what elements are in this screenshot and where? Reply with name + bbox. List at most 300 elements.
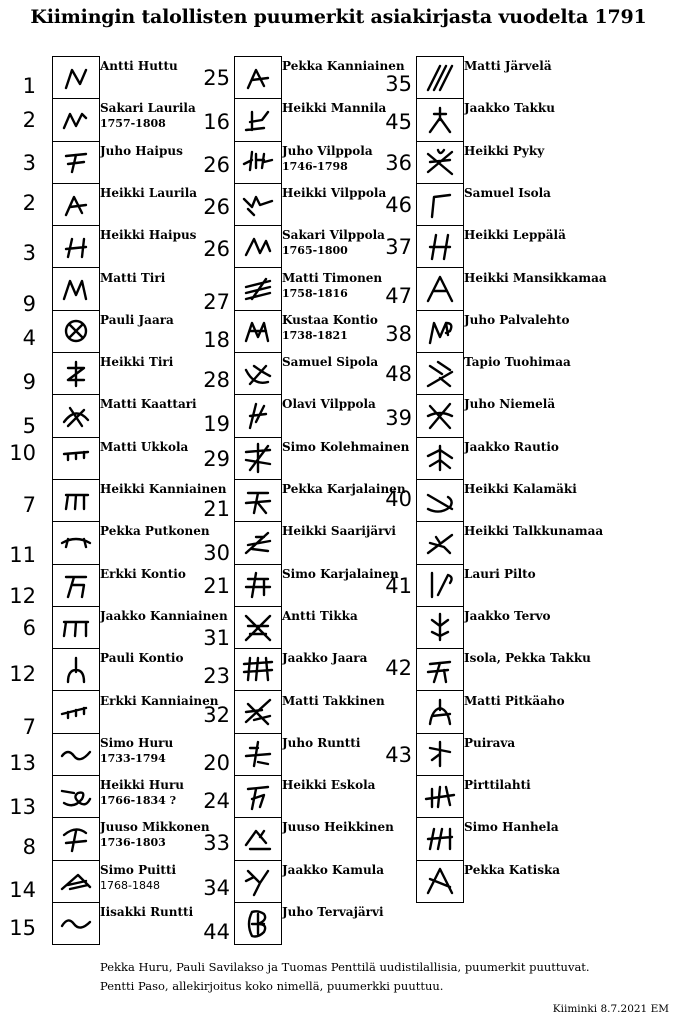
house-mark-icon xyxy=(60,908,92,940)
owner-name xyxy=(464,820,559,835)
row-number: 21 xyxy=(203,573,230,598)
house-mark-icon xyxy=(242,146,274,178)
mark-cell xyxy=(417,142,463,184)
mark-cell xyxy=(235,57,281,99)
owner-name-text: Isola, Pekka Takku xyxy=(464,651,591,666)
mark-cell xyxy=(235,903,281,945)
owner-name xyxy=(464,397,555,412)
owner-name-text: Pekka Putkonen xyxy=(100,524,210,539)
row-number: 13 xyxy=(9,795,36,820)
row-number: 20 xyxy=(203,750,230,775)
mark-column-1 xyxy=(52,56,100,945)
owner-name xyxy=(100,101,196,131)
row-number: 9 xyxy=(22,291,36,316)
house-mark-icon xyxy=(424,485,456,517)
mark-column-3 xyxy=(416,56,464,903)
house-mark-icon xyxy=(60,315,92,347)
owner-name xyxy=(282,355,378,370)
row-number: 31 xyxy=(203,625,230,650)
owner-name-text: Matti Pitkäaho xyxy=(464,693,565,708)
owner-name-text: Olavi Vilppola xyxy=(282,397,376,412)
row-number: 18 xyxy=(203,327,230,352)
owner-name-text: Juho Palvalehto xyxy=(464,312,570,327)
house-mark-icon xyxy=(424,231,456,263)
mark-cell xyxy=(53,818,99,860)
mark-cell xyxy=(53,776,99,818)
house-mark-icon xyxy=(242,908,274,940)
owner-years: 1738-1821 xyxy=(282,328,348,342)
mark-cell xyxy=(53,607,99,649)
house-mark-icon xyxy=(242,400,274,432)
owner-name xyxy=(100,59,178,74)
row-number: 28 xyxy=(203,368,230,393)
owner-years: 1766-1834 ? xyxy=(100,794,177,808)
row-number: 38 xyxy=(385,321,412,346)
mark-cell xyxy=(53,57,99,99)
owner-name xyxy=(464,186,551,201)
owner-name xyxy=(282,905,384,920)
house-mark-icon xyxy=(424,823,456,855)
owner-name xyxy=(100,905,193,920)
owner-name xyxy=(100,651,184,666)
house-mark-icon xyxy=(424,612,456,644)
owner-name xyxy=(100,524,210,539)
mark-cell xyxy=(235,395,281,437)
owner-name xyxy=(282,651,367,666)
row-number: 4 xyxy=(22,325,36,350)
row-number: 46 xyxy=(385,192,412,217)
mark-cell xyxy=(417,522,463,564)
owner-name xyxy=(282,228,385,258)
mark-cell xyxy=(53,438,99,480)
owner-name-text: Jaakko Takku xyxy=(464,101,555,116)
house-mark-icon xyxy=(424,315,456,347)
house-mark-icon xyxy=(60,146,92,178)
owner-name xyxy=(282,736,360,751)
house-mark-icon xyxy=(60,612,92,644)
house-mark-icon xyxy=(424,442,456,474)
row-number: 23 xyxy=(203,664,230,689)
owner-name-text: Samuel Isola xyxy=(464,185,551,200)
house-mark-icon xyxy=(242,358,274,390)
house-mark-icon xyxy=(242,104,274,136)
row-number: 34 xyxy=(203,875,230,900)
row-number: 29 xyxy=(203,446,230,471)
mark-cell xyxy=(417,691,463,733)
owner-name-text: Heikki Mannila xyxy=(282,101,387,116)
mark-cell xyxy=(417,184,463,226)
mark-cell xyxy=(235,142,281,184)
row-number: 36 xyxy=(385,150,412,175)
owner-name xyxy=(100,271,165,286)
owner-name-text: Juho Haipus xyxy=(100,143,183,158)
owner-name-text: Samuel Sipola xyxy=(282,355,379,370)
row-number: 9 xyxy=(22,370,36,395)
row-number: 1 xyxy=(22,74,36,98)
house-mark-icon xyxy=(424,738,456,770)
mark-cell xyxy=(417,776,463,818)
owner-name xyxy=(282,144,373,174)
row-number: 27 xyxy=(203,289,230,314)
house-mark-icon xyxy=(60,189,92,221)
owner-name-text: Heikki Saarijärvi xyxy=(282,524,396,539)
house-mark-icon xyxy=(242,189,274,221)
row-number: 12 xyxy=(9,662,36,687)
owner-name xyxy=(282,694,385,709)
owner-name xyxy=(464,271,607,286)
house-mark-icon xyxy=(242,738,274,770)
house-mark-icon xyxy=(60,358,92,390)
owner-name xyxy=(100,778,184,808)
owner-name-text: Heikki Laurila xyxy=(100,185,198,200)
row-number: 6 xyxy=(22,615,36,640)
owner-name xyxy=(100,313,174,328)
house-mark-icon xyxy=(424,273,456,305)
owner-name xyxy=(464,651,591,666)
mark-cell xyxy=(53,649,99,691)
row-number: 12 xyxy=(9,583,36,608)
row-number: 14 xyxy=(9,877,36,902)
owner-name-text: Heikki Kanniainen xyxy=(100,482,227,496)
owner-name-text: Heikki Talkkunamaa xyxy=(464,524,604,539)
owner-name-text: Antti Huttu xyxy=(100,59,178,73)
mark-cell xyxy=(417,226,463,268)
owner-name xyxy=(464,355,571,370)
owner-name-text: Heikki Leppälä xyxy=(464,228,566,243)
mark-cell xyxy=(417,395,463,437)
mark-cell xyxy=(53,861,99,903)
mark-cell xyxy=(53,522,99,564)
owner-name-text: Heikki Eskola xyxy=(282,778,376,793)
row-number: 43 xyxy=(385,742,412,767)
owner-name-text: Lauri Pilto xyxy=(464,566,536,581)
owner-name-text: Simo Puitti xyxy=(100,862,177,877)
owner-name-text: Matti Ukkola xyxy=(100,439,189,454)
row-number: 39 xyxy=(385,406,412,431)
owner-name-text: Matti Timonen xyxy=(282,270,383,285)
row-number: 21 xyxy=(203,497,230,521)
owner-name-text: Pauli Kontio xyxy=(100,651,184,666)
row-number: 7 xyxy=(22,493,36,517)
owner-name xyxy=(100,863,176,893)
owner-name-text: Sakari Laurila xyxy=(100,101,196,116)
house-mark-icon xyxy=(242,62,274,94)
row-number: 37 xyxy=(385,235,412,260)
owner-name xyxy=(464,778,531,793)
house-mark-icon xyxy=(424,781,456,813)
house-mark-icon xyxy=(242,569,274,601)
mark-cell xyxy=(417,607,463,649)
house-mark-icon xyxy=(424,189,456,221)
owner-name-text: Simo Karjalainen xyxy=(282,566,399,581)
mark-cell xyxy=(417,438,463,480)
house-mark-icon xyxy=(424,527,456,559)
owner-name xyxy=(282,820,394,835)
mark-cell xyxy=(417,268,463,310)
row-number: 42 xyxy=(385,656,412,681)
owner-name-text: Kustaa Kontio xyxy=(282,312,378,327)
mark-cell xyxy=(235,734,281,776)
owner-years: 1765-1800 xyxy=(282,244,348,258)
house-mark-icon xyxy=(60,104,92,136)
owner-name-text: Heikki Kalamäki xyxy=(464,482,577,496)
row-number: 7 xyxy=(22,714,36,739)
mark-cell xyxy=(53,734,99,776)
owner-name xyxy=(464,863,560,878)
house-mark-icon xyxy=(242,315,274,347)
row-number: 26 xyxy=(203,152,230,177)
house-mark-icon xyxy=(424,696,456,728)
house-mark-icon xyxy=(242,485,274,517)
house-mark-icon xyxy=(242,654,274,686)
owner-name xyxy=(100,482,227,497)
owner-name xyxy=(464,482,577,497)
owner-name-text: Matti Kaattari xyxy=(100,397,197,412)
owner-name-text: Juho Tervajärvi xyxy=(282,905,384,919)
owner-name xyxy=(464,524,603,539)
mark-cell xyxy=(235,226,281,268)
mark-cell xyxy=(235,268,281,310)
owner-name xyxy=(100,567,186,582)
mark-cell xyxy=(235,861,281,903)
mark-cell xyxy=(235,818,281,860)
mark-cell xyxy=(235,649,281,691)
owner-name-text: Sakari Vilppola xyxy=(282,228,385,243)
owner-years: 1733-1794 xyxy=(100,751,166,765)
mark-cell xyxy=(53,99,99,141)
mark-cell xyxy=(417,861,463,903)
owner-name xyxy=(100,186,197,201)
owner-name xyxy=(282,524,396,539)
house-mark-icon xyxy=(242,612,274,644)
row-number: 44 xyxy=(203,920,230,944)
owner-years: 1768-1848 xyxy=(100,878,160,892)
owner-name-text: Jaakko Jaara xyxy=(282,651,368,666)
house-mark-icon xyxy=(60,569,92,601)
house-mark-icon xyxy=(60,62,92,94)
house-mark-icon xyxy=(60,654,92,686)
house-mark-icon xyxy=(60,696,92,728)
owner-name xyxy=(282,863,384,878)
mark-cell xyxy=(235,184,281,226)
owner-name xyxy=(282,186,386,201)
owner-name xyxy=(282,101,386,116)
row-number: 8 xyxy=(22,835,36,860)
owner-name-text: Juho Runtti xyxy=(282,735,361,750)
house-mark-icon xyxy=(60,273,92,305)
row-number: 30 xyxy=(203,541,230,566)
owner-name-text: Matti Tiri xyxy=(100,270,166,285)
house-mark-icon xyxy=(424,654,456,686)
house-mark-icon xyxy=(242,231,274,263)
owner-name xyxy=(100,609,228,624)
owner-name xyxy=(464,736,515,751)
owner-name-text: Simo Hanhela xyxy=(464,820,559,835)
owner-name-text: Pekka Kanniainen xyxy=(282,59,405,73)
mark-cell xyxy=(235,607,281,649)
row-number: 25 xyxy=(203,66,230,90)
owner-name xyxy=(282,609,358,624)
owner-name-text: Juho Niemelä xyxy=(464,397,556,412)
row-number: 5 xyxy=(22,414,36,439)
row-number: 3 xyxy=(22,241,36,266)
row-number: 11 xyxy=(9,543,36,568)
owner-name-text: Heikki Mansikkamaa xyxy=(464,270,607,285)
owner-name-text: Iisakki Runtti xyxy=(100,905,194,919)
mark-cell xyxy=(417,734,463,776)
footnote: Pekka Huru, Pauli Savilakso ja Tuomas Penttilä uudistilallisia, puumerkit puuttuvat. xyxy=(100,960,590,974)
owner-name-text: Jaakko Kamula xyxy=(282,862,384,877)
row-number: 45 xyxy=(385,110,412,135)
owner-name xyxy=(464,694,565,709)
owner-name xyxy=(282,271,382,301)
mark-cell xyxy=(417,353,463,395)
house-mark-icon xyxy=(60,485,92,517)
mark-cell xyxy=(53,480,99,522)
mark-cell xyxy=(235,353,281,395)
house-mark-icon xyxy=(424,569,456,601)
signature: Kiiminki 8.7.2021 EM xyxy=(552,1003,669,1015)
footnotes xyxy=(100,958,590,996)
owner-name xyxy=(464,228,566,243)
house-mark-icon xyxy=(60,231,92,263)
house-mark-icon xyxy=(424,104,456,136)
mark-cell xyxy=(417,311,463,353)
owner-name-text: Simo Kolehmainen xyxy=(282,439,410,454)
house-mark-icon xyxy=(424,358,456,390)
owner-name-text: Heikki Huru xyxy=(100,778,185,793)
house-mark-icon xyxy=(424,146,456,178)
house-mark-icon xyxy=(242,527,274,559)
row-number: 32 xyxy=(203,702,230,727)
owner-name xyxy=(100,440,188,455)
owner-name xyxy=(464,609,551,624)
mark-cell xyxy=(235,311,281,353)
row-number: 35 xyxy=(385,72,412,96)
mark-cell xyxy=(53,353,99,395)
owner-name xyxy=(282,778,375,793)
mark-cell xyxy=(417,818,463,860)
mark-column-2 xyxy=(234,56,282,945)
mark-cell xyxy=(235,480,281,522)
house-mark-icon xyxy=(60,781,92,813)
owner-years: 1746-1798 xyxy=(282,159,348,173)
mark-cell xyxy=(53,226,99,268)
owner-name-text: Erkki Kanniainen xyxy=(100,693,219,708)
row-number: 33 xyxy=(203,831,230,856)
owner-name xyxy=(282,440,409,455)
mark-cell xyxy=(235,522,281,564)
row-number: 41 xyxy=(385,573,412,598)
house-mark-icon xyxy=(60,442,92,474)
owner-name-text: Simo Huru xyxy=(100,735,174,750)
house-mark-icon xyxy=(242,273,274,305)
owner-name xyxy=(100,397,197,412)
row-number: 2 xyxy=(22,190,36,215)
mark-cell xyxy=(53,565,99,607)
owner-name-text: Pekka Katiska xyxy=(464,862,561,877)
owner-years: 1758-1816 xyxy=(282,286,348,300)
row-number: 24 xyxy=(203,789,230,814)
footnote: Pentti Paso, allekirjoitus koko nimellä, puumerkki puuttuu. xyxy=(100,979,444,993)
owner-name-text: Jaakko Rautio xyxy=(464,439,559,454)
owner-name xyxy=(464,59,552,74)
owner-years: 1736-1803 xyxy=(100,836,166,850)
mark-cell xyxy=(417,480,463,522)
owner-name-text: Matti Takkinen xyxy=(282,693,385,708)
owner-years: 1757-1808 xyxy=(100,117,166,131)
mark-cell xyxy=(417,649,463,691)
owner-name xyxy=(100,736,173,766)
owner-name-text: Heikki Pyky xyxy=(464,143,545,158)
owner-name-text: Matti Järvelä xyxy=(464,59,552,73)
mark-cell xyxy=(53,268,99,310)
mark-cell xyxy=(417,57,463,99)
row-number: 26 xyxy=(203,237,230,262)
mark-cell xyxy=(53,184,99,226)
mark-cell xyxy=(53,311,99,353)
house-mark-icon xyxy=(242,696,274,728)
house-mark-icon xyxy=(60,400,92,432)
house-mark-icon xyxy=(242,823,274,855)
owner-name xyxy=(100,355,173,370)
row-number: 19 xyxy=(203,412,230,437)
mark-cell xyxy=(235,565,281,607)
owner-name xyxy=(464,144,544,159)
owner-name xyxy=(464,101,555,116)
house-mark-icon xyxy=(424,865,456,897)
owner-name-text: Juuso Heikkinen xyxy=(282,820,394,835)
row-number: 16 xyxy=(203,110,230,135)
owner-name-text: Pirttilahti xyxy=(464,778,531,793)
house-mark-icon xyxy=(424,400,456,432)
mark-cell xyxy=(53,691,99,733)
owner-name xyxy=(464,567,536,582)
owner-name-text: Pauli Jaara xyxy=(100,312,174,327)
row-number: 2 xyxy=(22,108,36,133)
owner-name-text: Heikki Tiri xyxy=(100,355,174,370)
mark-cell xyxy=(53,395,99,437)
owner-name-text: Erkki Kontio xyxy=(100,566,186,581)
row-number: 48 xyxy=(385,362,412,387)
owner-name-text: Heikki Haipus xyxy=(100,228,197,243)
owner-name-text: Tapio Tuohimaa xyxy=(464,355,571,370)
owner-name xyxy=(282,313,378,343)
house-mark-icon xyxy=(242,781,274,813)
row-number: 10 xyxy=(9,440,36,465)
owner-name-text: Puirava xyxy=(464,735,516,750)
house-mark-icon xyxy=(60,738,92,770)
owner-name-text: Juho Vilppola xyxy=(282,143,373,158)
page-title: Kiimingin talollisten puumerkit asiakirjasta vuodelta 1791 xyxy=(30,6,647,28)
row-number: 13 xyxy=(9,750,36,775)
mark-cell xyxy=(235,776,281,818)
owner-name-text: Jaakko Kanniainen xyxy=(100,608,228,623)
house-mark-icon xyxy=(60,865,92,897)
house-mark-icon xyxy=(60,527,92,559)
owner-name xyxy=(464,313,570,328)
mark-cell xyxy=(417,565,463,607)
house-mark-icon xyxy=(242,442,274,474)
row-number: 40 xyxy=(385,487,412,511)
owner-name-text: Heikki Vilppola xyxy=(282,185,387,200)
owner-name xyxy=(282,397,376,412)
owner-name-text: Pekka Karjalainen xyxy=(282,482,406,496)
owner-name-text: Jaakko Tervo xyxy=(464,608,551,623)
row-number: 47 xyxy=(385,283,412,308)
owner-name xyxy=(100,144,183,159)
mark-cell xyxy=(417,99,463,141)
